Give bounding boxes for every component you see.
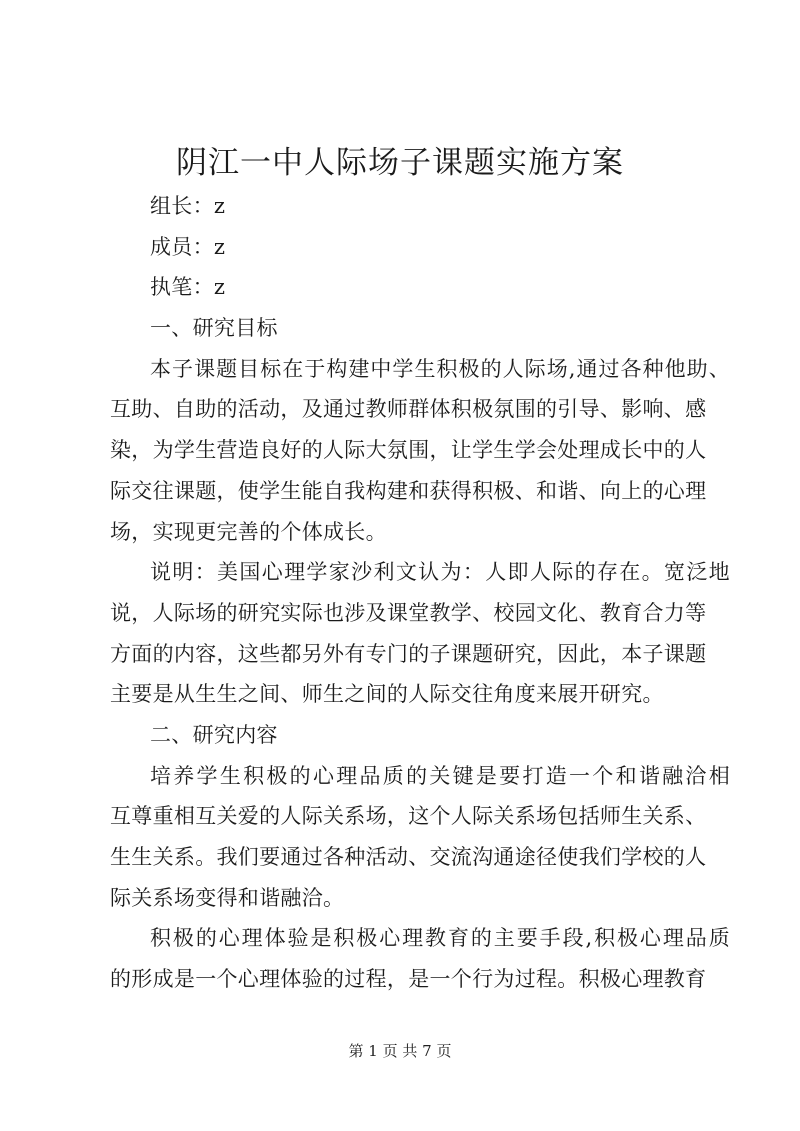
paragraph-line: 说明：美国心理学家沙利文认为：人即人际的存在。宽泛地 [150,560,730,585]
paragraph-line: 说，人际场的研究实际也涉及课堂教学、校园文化、教育合力等 [110,600,707,625]
writer-line: 执笔：z [150,275,226,300]
paragraph-line: 互助、自助的活动，及通过教师群体积极氛围的引导、影响、感 [110,397,707,422]
section-heading-goal: 一、研究目标 [150,316,278,341]
paragraph-line: 互尊重相互关爱的人际关系场，这个人际关系场包括师生关系、 [110,804,707,829]
paragraph-line: 本子课题目标在于构建中学生积极的人际场,通过各种他助、 [150,356,730,381]
page-footer: 第 1 页 共 7 页 [348,1042,452,1060]
section-heading-content: 二、研究内容 [150,722,278,747]
leader-line: 组长：z [150,194,226,218]
paragraph-line: 际关系场变得和谐融洽。 [110,885,345,910]
paragraph-line: 生生关系。我们要通过各种活动、交流沟通途径使我们学校的人 [110,845,707,869]
paragraph-line: 的形成是一个心理体验的过程，是一个行为过程。积极心理教育 [110,967,707,992]
document-title: 阴江一中人际场子课题实施方案 [176,145,624,181]
paragraph-line: 培养学生积极的心理品质的关键是要打造一个和谐融洽相 [150,763,730,788]
paragraph-line: 主要是从生生之间、师生之间的人际交往角度来展开研究。 [110,682,664,707]
paragraph-line: 场，实现更完善的个体成长。 [110,519,387,544]
paragraph-line: 染，为学生营造良好的人际大氛围，让学生学会处理成长中的人 [110,438,707,463]
paragraph-line: 积极的心理体验是积极心理教育的主要手段,积极心理品质 [150,926,730,951]
paragraph-line: 际交往课题，使学生能自我构建和获得积极、和谐、向上的心理 [110,478,707,503]
members-line: 成员：z [150,234,226,259]
paragraph-line: 方面的内容，这些都另外有专门的子课题研究，因此，本子课题 [110,641,707,666]
document-body [110,186,730,1000]
